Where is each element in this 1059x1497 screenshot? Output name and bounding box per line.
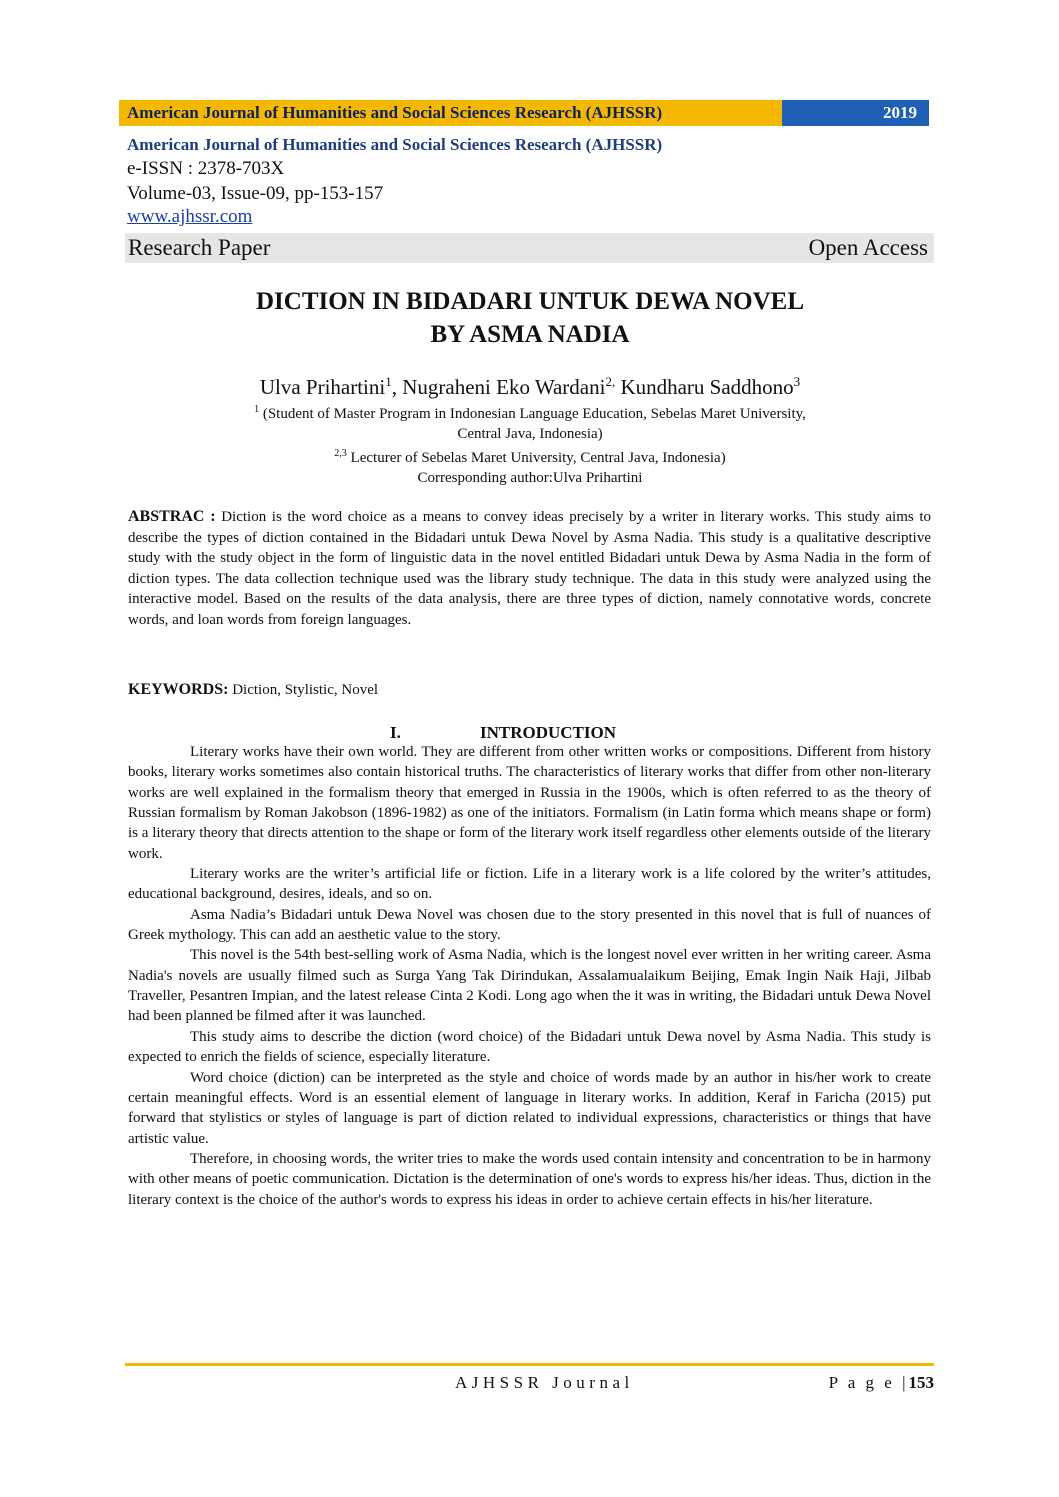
author-list (100, 368, 960, 401)
paragraph: Word choice (diction) can be interpreted as the style and choice of words made by an author in his/her work to create certain meaningful effects. Word is an essential element of language in literary works. In addition, Keraf in Faricha (2015) put forward that stylistics or styles of language is part of diction related to individual expressions, characteristics or things that have artistic value. (128, 1069, 931, 1147)
affiliation-1 (100, 400, 960, 424)
paragraph: This study aims to describe the diction (word choice) of the Bidadari untuk Dewa novel by Asma Nadia. This study is expected to enrich the fields of science, especially literature. (128, 1028, 931, 1066)
paragraph: Asma Nadia’s Bidadari untuk Dewa Novel was chosen due to the story presented in this novel that is full of nuances of Greek mythology. This can add an aesthetic value to the story. (128, 906, 931, 944)
author-3: Kundharu Saddhono (620, 375, 794, 399)
abstract-text: Diction is the word choice as a means to convey ideas precisely by a writer in literary works. This study aims to describe the types of diction contained in the Bidadari untuk Dewa Novel by Asma Nadia. This study is a qualitative descriptive study with the study object in the form of linguistic data in the novel entitled Bidadari untuk Dewa by Asma Nadia in the form of diction types. The data collection technique used was the library study technique. The data in this study were analyzed using the interactive model. Based on the results of the data analysis, there are three types of diction, namely connotative words, concrete words, and loan words from foreign languages. (128, 509, 931, 628)
title-line-1: DICTION IN BIDADARI UNTUK DEWA NOVEL (256, 288, 804, 315)
section-title: INTRODUCTION (480, 723, 617, 742)
access-type: Open Access (808, 235, 928, 260)
paper-type-bar (125, 233, 934, 263)
keywords-label: KEYWORDS: (128, 681, 229, 698)
title-line-2: BY ASMA NADIA (430, 321, 630, 348)
author-3-sup: 3 (793, 374, 801, 389)
volume-issue: Volume-03, Issue-09, pp-153-157 (127, 183, 384, 204)
page-footer (125, 1373, 934, 1393)
paragraph: Literary works have their own world. They are different from other written works or compositions. Different from history books, literary works sometimes also contain historical truths. The characteristics of literary works that differ from other non-literary works are well explained in the formalism theory that emerged in Russia in the 1900s, which is often referred to as the theory of Russian formalism by Roman Jakobson (1896-1982) as one of the initiators. Formalism (in Latin forma which means shape or form) is a literary theory that directs attention to the shape or form of the literary work itself regardless other elements outside of the literary work. (128, 744, 931, 862)
keywords-text: Diction, Stylistic, Novel (232, 682, 379, 698)
abstract-label: ABSTRAC : (128, 508, 216, 525)
paper-title (100, 285, 960, 351)
journal-header-band (119, 100, 929, 126)
section-heading (390, 722, 616, 744)
affiliation-1-text: (Student of Master Program in Indonesian Language Education, Sebelas Maret University, (259, 406, 806, 422)
author-2-sup: 2, (605, 374, 616, 389)
journal-website-link[interactable]: www.ajhssr.com (127, 206, 253, 227)
corresponding-author: Corresponding author:Ulva Prihartini (417, 470, 643, 486)
abstract (128, 507, 931, 630)
author-2: Nugraheni Eko Wardani (402, 375, 606, 399)
footer-journal: AJHSSR Journal (455, 1373, 634, 1392)
affiliations (100, 400, 960, 488)
footer-rule (125, 1363, 934, 1366)
journal-meta (127, 134, 933, 228)
affiliation-2 (100, 444, 960, 468)
author-1-sup: 1 (385, 374, 392, 389)
section-number: I. (390, 723, 401, 742)
paragraph: Therefore, in choosing words, the writer tries to make the words used contain intensity and concentration to be in harmony with other means of poetic communication. Dictation is the determination of one's words to express his/her ideas. Thus, diction in the literary context is the choice of the author's words to express his ideas in order to achieve certain effects in his/her literature. (128, 1150, 931, 1208)
footer-page (829, 1373, 934, 1393)
author-1: Ulva Prihartini (259, 375, 386, 399)
paper-type: Research Paper (128, 235, 271, 260)
author-sep-1: , (391, 375, 403, 399)
introduction-body (128, 742, 931, 1210)
eissn: e-ISSN : 2378-703X (127, 158, 285, 179)
footer-page-number: 153 (908, 1373, 934, 1392)
journal-band-name: American Journal of Humanities and Social Sciences Research (AJHSSR) (119, 100, 782, 126)
paragraph: This novel is the 54th best-selling work of Asma Nadia, which is the longest novel ever written in her writing career. Asma Nadia's novels are usually filmed such as Surga Yang Tak Dirindukan, Assalamualaikum Beijing, Emak Ingin Naik Haji, Jilbab Traveller, Pesantren Impian, and the latest release Cinta 2 Kodi. Long ago when the it was in writing, the Bidadari untuk Dewa Novel had been planned be filmed after it was launched. (128, 947, 931, 1025)
journal-band-year: 2019 (782, 100, 929, 126)
paragraph: Literary works are the writer’s artificial life or fiction. Life in a literary work is a life colored by the writer’s attitudes, educational background, desires, ideals, and so on. (128, 866, 931, 903)
keywords (128, 680, 378, 700)
affiliation-1-sup: 1 (254, 404, 260, 415)
footer-page-label: P a g e | (828, 1373, 909, 1392)
affiliation-1-cont: Central Java, Indonesia) (457, 426, 603, 442)
affiliation-2-sup: 2,3 (334, 448, 347, 459)
journal-full-name: American Journal of Humanities and Social Sciences Research (AJHSSR) (127, 135, 663, 154)
affiliation-2-text: Lecturer of Sebelas Maret University, Central Java, Indonesia) (346, 450, 726, 466)
